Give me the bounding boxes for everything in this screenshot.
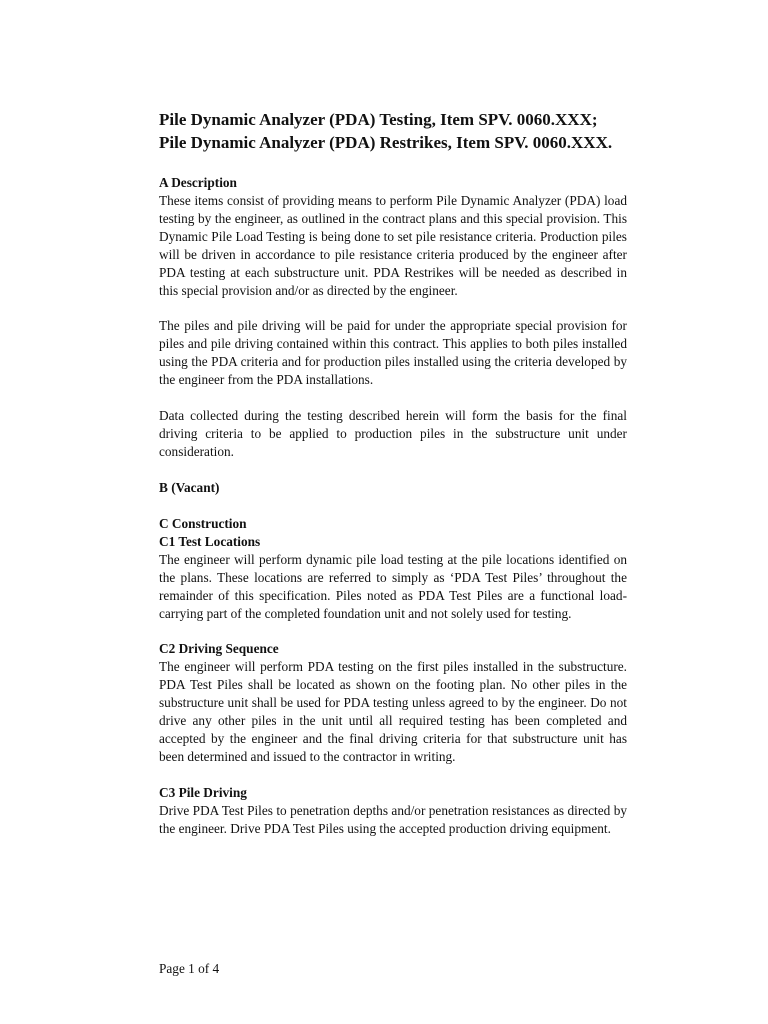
section-c-heading: C Construction xyxy=(159,515,247,531)
section-c3-paragraph: Drive PDA Test Piles to penetration depths and/or penetration resistances as directed by the engineer. Drive PDA Test Piles using the accepted production driving equipment. xyxy=(159,802,627,836)
section-c1-heading: C1 Test Locations xyxy=(159,533,261,549)
section-a-paragraph-1: These items consist of providing means to perform Pile Dynamic Analyzer (PDA) load testing by the engineer, as outlined in the contract plans and this special provision. This Dynamic Pile Load Testing is being done to set pile resistance criteria. Production piles will be driven in accordance to pile resistance criteria produced by the engineer after PDA testing at each substructure unit. PDA Restrikes will be needed as described in this special provision and/or as directed by the engineer. xyxy=(159,193,627,298)
section-c2-paragraph: The engineer will perform PDA testing on the first piles installed in the substructure. PDA Test Piles shall be located as shown on the footing plan. No other piles in the substructure unit shall be used for PDA testing unless agreed to by the engineer. Do not drive any other piles in the unit until all required testing has been completed and accepted by the engineer and the final driving criteria for that substructure unit has been determined and issued to the contractor in writing. xyxy=(159,659,627,764)
document-title: Pile Dynamic Analyzer (PDA) Testing, Item SPV. 0060.XXX; Pile Dynamic Analyzer (PDA) Restrikes, Item SPV. 0060.XXX. xyxy=(159,110,613,152)
section-c3-heading: C3 Pile Driving xyxy=(159,784,247,800)
section-a-paragraph-3: Data collected during the testing described herein will form the basis for the final driving criteria to be applied to production piles in the substructure unit under consideration. xyxy=(159,408,627,459)
section-c2-heading: C2 Driving Sequence xyxy=(159,641,279,657)
section-a-paragraph-2: The piles and pile driving will be paid for under the appropriate special provision for piles and pile driving contained within this contract. This applies to both piles installed using the PDA criteria and for production piles installed using the criteria developed by the engineer from the PDA installations. xyxy=(159,318,627,388)
document-body xyxy=(159,108,627,856)
section-b-heading: B (Vacant) xyxy=(159,479,220,495)
section-a-heading: A Description xyxy=(159,175,237,190)
page-number: Page 1 of 4 xyxy=(159,961,220,976)
section-c1-paragraph: The engineer will perform dynamic pile load testing at the pile locations identified on the plans. These locations are referred to simply as ‘PDA Test Piles’ throughout the remainder of this specification. Piles noted as PDA Test Piles are a functional load-carrying part of the completed foundation unit and not solely used for testing. xyxy=(159,551,627,621)
section-spacer xyxy=(159,497,627,515)
